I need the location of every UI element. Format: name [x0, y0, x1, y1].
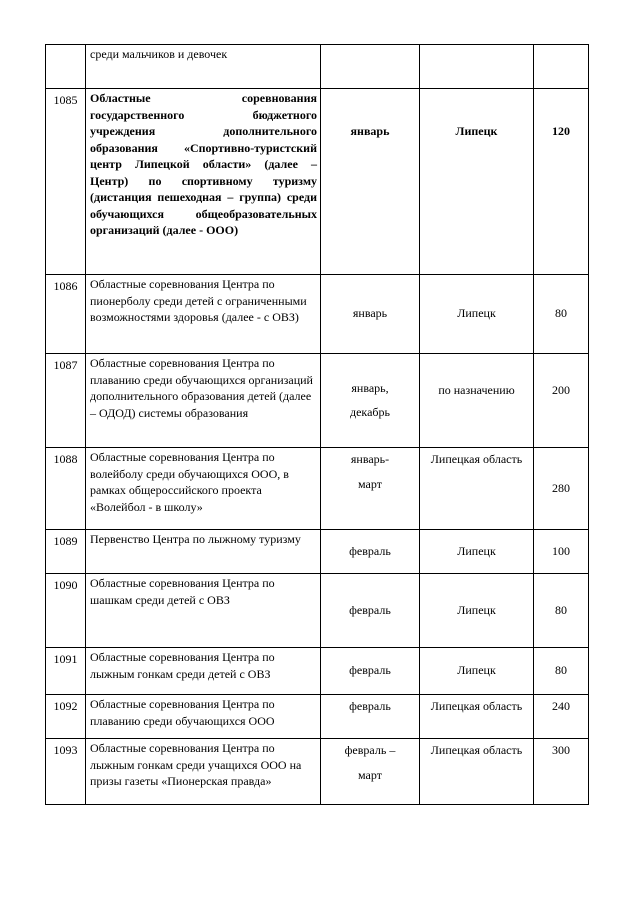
- event-description: среди мальчиков и девочек: [86, 45, 321, 89]
- event-description: Областные соревнования государственного бюджетного учреждения дополнительного образования «Спортивно-туристский центр Липецкой области» (далее – Центр) по спортивному туризму (дистанция пешеходная – группа) среди обучающихся общеобразовательных организаций (далее - ООО): [86, 89, 321, 275]
- table-row: [46, 695, 589, 739]
- participant-count: 280: [534, 448, 589, 530]
- event-place: Липецк: [420, 530, 534, 574]
- event-month: [321, 45, 420, 89]
- event-month: январь: [321, 89, 420, 275]
- event-month: февраль: [321, 648, 420, 695]
- event-place: Липецкая область: [420, 448, 534, 530]
- event-description: Областные соревнования Центра по волейболу среди обучающихся ООО, в рамках общероссийского проекта «Волейбол - в школу»: [86, 448, 321, 530]
- participant-count: [534, 45, 589, 89]
- participant-count: 80: [534, 574, 589, 648]
- event-description: Областные соревнования Центра по плаванию среди обучающихся ООО: [86, 695, 321, 739]
- row-number: 1088: [46, 448, 86, 530]
- table-row: [46, 739, 589, 805]
- row-number: 1086: [46, 275, 86, 354]
- row-number: 1087: [46, 354, 86, 448]
- row-number: 1092: [46, 695, 86, 739]
- row-number: 1090: [46, 574, 86, 648]
- participant-count: 100: [534, 530, 589, 574]
- event-place: [420, 45, 534, 89]
- table-row: [46, 275, 589, 354]
- event-month-end: март: [358, 476, 382, 491]
- event-month-end: декабрь: [350, 405, 390, 419]
- participant-count: 200: [534, 354, 589, 448]
- event-description: Первенство Центра по лыжному туризму: [86, 530, 321, 574]
- event-description: Областные соревнования Центра по пионерболу среди детей с ограниченными возможностями здоровья (далее - с ОВЗ): [86, 275, 321, 354]
- event-place: Липецк: [420, 648, 534, 695]
- event-description: Областные соревнования Центра по лыжным гонкам среди детей с ОВЗ: [86, 648, 321, 695]
- events-table: [45, 44, 589, 805]
- row-number: 1091: [46, 648, 86, 695]
- event-month: [321, 739, 420, 805]
- event-month-start: февраль –: [344, 743, 396, 757]
- event-place: Липецк: [420, 574, 534, 648]
- table-row: [46, 574, 589, 648]
- event-month: январь: [321, 275, 420, 354]
- event-place: по назначению: [420, 354, 534, 448]
- event-month-end: март: [358, 767, 382, 782]
- event-month: февраль: [321, 695, 420, 739]
- row-number: 1085: [46, 89, 86, 275]
- event-month: февраль: [321, 530, 420, 574]
- event-place: Липецкая область: [420, 695, 534, 739]
- event-place: Липецкая область: [420, 739, 534, 805]
- event-description: Областные соревнования Центра по шашкам среди детей с ОВЗ: [86, 574, 321, 648]
- table-row: [46, 448, 589, 530]
- page: [45, 44, 588, 805]
- participant-count: 240: [534, 695, 589, 739]
- table-row: [46, 530, 589, 574]
- event-description: Областные соревнования Центра по плаванию среди обучающихся организаций дополнительного образования детей (далее – ОДОД) системы образования: [86, 354, 321, 448]
- event-description: Областные соревнования Центра по лыжным гонкам среди учащихся ООО на призы газеты «Пионерская правда»: [86, 739, 321, 805]
- table-row: [46, 354, 589, 448]
- participant-count: 80: [534, 648, 589, 695]
- event-place: Липецк: [420, 89, 534, 275]
- participant-count: 120: [534, 89, 589, 275]
- event-month: [321, 448, 420, 530]
- participant-count: 300: [534, 739, 589, 805]
- table-row: [46, 648, 589, 695]
- row-number: 1089: [46, 530, 86, 574]
- table-row: [46, 89, 589, 275]
- row-number: 1093: [46, 739, 86, 805]
- event-month: [321, 354, 420, 448]
- event-month: февраль: [321, 574, 420, 648]
- event-place: Липецк: [420, 275, 534, 354]
- table-row: [46, 45, 589, 89]
- participant-count: 80: [534, 275, 589, 354]
- event-month-start: январь,: [351, 380, 389, 395]
- row-number: [46, 45, 86, 89]
- event-month-start: январь-: [350, 452, 390, 466]
